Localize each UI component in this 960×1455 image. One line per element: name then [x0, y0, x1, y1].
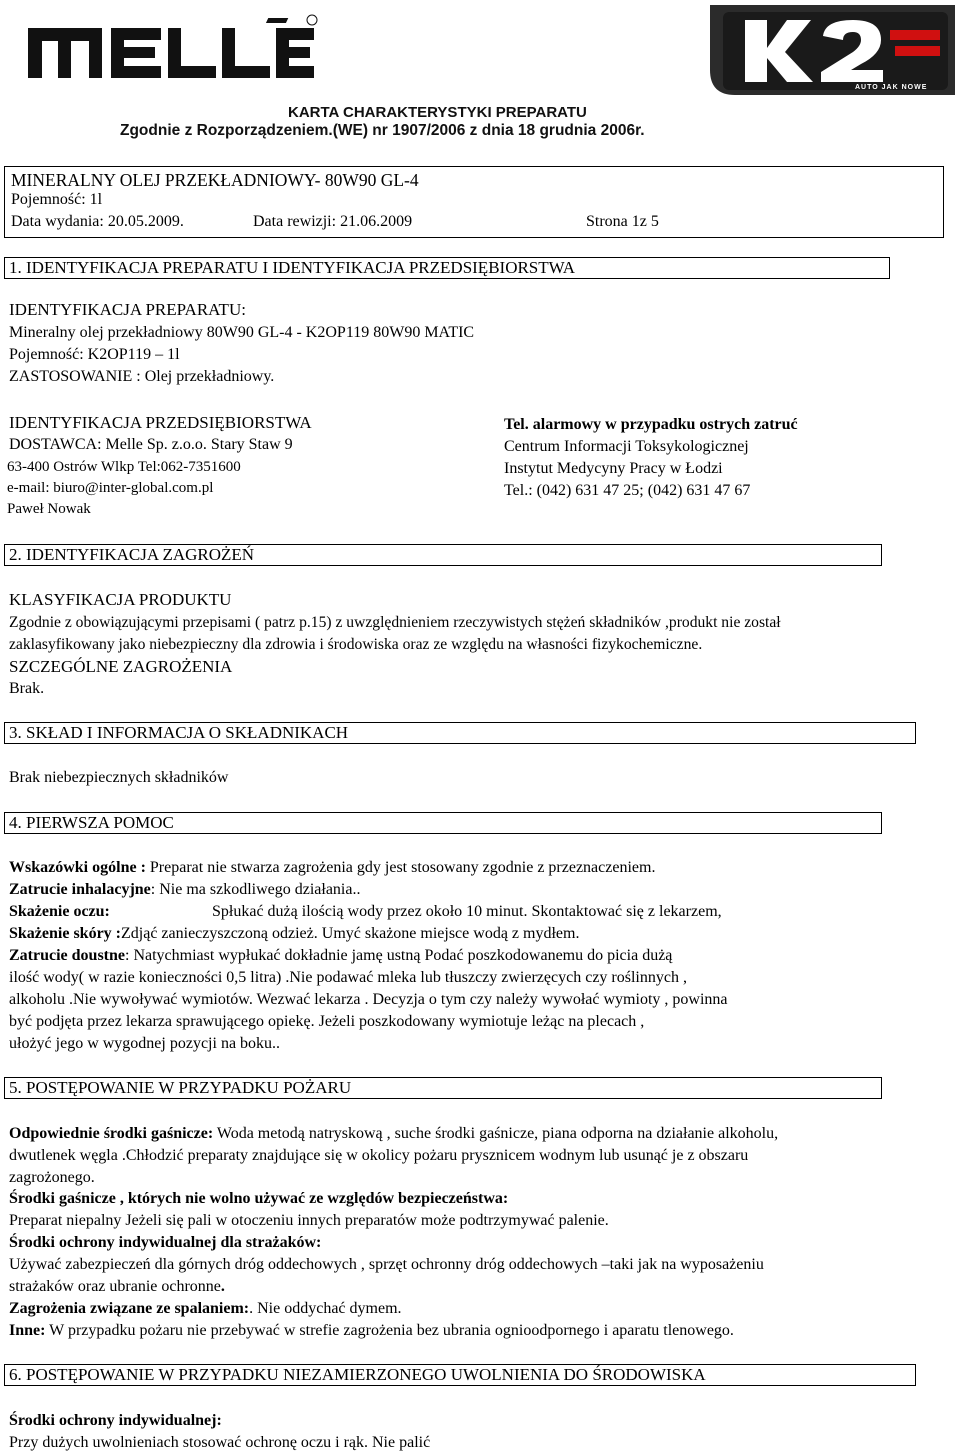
inhalation-text: : Nie ma szkodliwego działania..: [150, 881, 361, 898]
melle-logo-mark: [0, 10, 320, 85]
release-ppe-label: Środki ochrony indywidualnej:: [9, 1412, 222, 1429]
general-advice: [9, 858, 655, 878]
company-email: e-mail: biuro@inter-global.com.pl: [7, 480, 214, 496]
ingestion-line-5: ułożyć jego w wygodnej pozycji na boku..: [9, 1035, 281, 1052]
section-2-title: 2. IDENTYFIKACJA ZAGROŻEŃ: [4, 544, 882, 566]
ingestion: [9, 946, 672, 966]
sheet-title: KARTA CHARAKTERYSTYKI PREPARATU: [288, 104, 587, 121]
inhalation: [9, 880, 360, 900]
extinguishing-media-text: Woda metodą natryskową , suche środki gaśnicze, piana odporna na działanie alkoholu,: [213, 1125, 779, 1142]
prep-line-1: Mineralny olej przekładniowy 80W90 GL-4 - K2OP119 80W90 MATIC: [9, 324, 475, 341]
skin-contact: [9, 924, 579, 944]
combustion-hazards: [9, 1299, 402, 1319]
product-info-box: [4, 166, 944, 238]
ingestion-line-2: ilość wody( w razie konieczności 0,5 litra) .Nie podawać mleka lub tłuszczy zwierzęcych czy roślinnych ,: [9, 969, 687, 986]
k2-slogan: AUTO JAK NOWE: [855, 84, 928, 91]
special-hazards-heading: SZCZEGÓLNE ZAGROŻENIA: [9, 657, 233, 676]
other-fire-info: [9, 1321, 734, 1341]
skin-contact-label: Skażenie skóry :: [9, 925, 121, 942]
prep-id-heading: IDENTYFIKACJA PREPARATU:: [9, 300, 246, 319]
firefighter-ppe-line-1: Używać zabezpieczeń dla górnych dróg oddechowych , sprzęt ochronny dróg oddechowych –taki jak na wyposażeniu: [9, 1256, 764, 1273]
general-advice-label: Wskazówki ogólne :: [9, 859, 146, 876]
extinguishing-line-3: zagrożonego.: [9, 1169, 95, 1186]
emergency-phone: Tel.: (042) 631 47 25; (042) 631 47 67: [504, 482, 751, 499]
product-capacity: Pojemność: 1l: [11, 191, 103, 208]
firefighter-ppe-line-2-text: strażaków oraz ubranie ochronne: [9, 1278, 221, 1295]
emergency-line-1: Centrum Informacji Toksykologicznej: [504, 438, 749, 455]
usage-line: [9, 367, 274, 387]
section-4-title: 4. PIERWSZA POMOC: [4, 812, 882, 834]
company-line-2: 63-400 Ostrów Wlkp Tel:062-7351600: [7, 459, 241, 475]
unsuitable-media-label: Środki gaśnicze , których nie wolno używać ze względów bezpieczeństwa:: [9, 1190, 509, 1207]
contact-person: Paweł Nowak: [7, 501, 91, 517]
extinguishing-media: [9, 1124, 778, 1144]
eye-contact-label: Skażenie oczu:: [9, 903, 110, 920]
k2-logo: [705, 0, 960, 100]
section-3-title: 3. SKŁAD I INFORMACJA O SKŁADNIKACH: [4, 722, 916, 744]
other-fire-text: W przypadku pożaru nie przebywać w strefie zagrożenia bez ubrania ognioodpornego i aparatu tlenowego.: [45, 1322, 734, 1339]
company-id-heading: IDENTYFIKACJA PRZEDSIĘBIORSTWA: [9, 413, 312, 432]
unsuitable-media-text: Preparat niepalny Jeżeli się pali w otoczeniu innych preparatów może podtrzymywać palenie.: [9, 1212, 609, 1229]
inhalation-label: Zatrucie inhalacyjne: [9, 881, 151, 898]
ingestion-label: Zatrucie doustne: [9, 947, 125, 964]
other-fire-label: Inne:: [9, 1322, 46, 1339]
classification-heading: KLASYFIKACJA PRODUKTU: [9, 590, 232, 609]
classification-line-2: zaklasyfikowany jako niebezpieczny dla zdrowia i środowiska oraz ze względu na własności fizykochemiczne.: [9, 636, 703, 653]
usage-label: ZASTOSOWANIE :: [9, 368, 141, 385]
regulation-subtitle: Zgodnie z Rozporządzeniem.(WE) nr 1907/2006 z dnia 18 grudnia 2006r.: [120, 122, 645, 139]
firefighter-ppe-line-2-period: .: [220, 1278, 225, 1295]
section-1-title: 1. IDENTYFIKACJA PREPARATU I IDENTYFIKACJA PRZEDSIĘBIORSTWA: [4, 257, 890, 279]
section-5-title: 5. POSTĘPOWANIE W PRZYPADKU POŻARU: [4, 1077, 882, 1099]
revision-date: Data rewizji: 21.06.2009: [253, 213, 413, 230]
composition-text: Brak niebezpiecznych składników: [9, 769, 229, 786]
emergency-heading: Tel. alarmowy w przypadku ostrych zatruć: [504, 416, 798, 433]
firefighter-ppe-label: Środki ochrony indywidualnej dla strażaków:: [9, 1234, 322, 1251]
usage-text: Olej przekładniowy.: [140, 368, 275, 385]
ingestion-line-4: być podjęta przez lekarza sprawującego opiekę. Jeżeli poszkodowany wymiotuje leżąc na plecach ,: [9, 1013, 645, 1030]
company-line-1: DOSTAWCA: Melle Sp. z.o.o. Stary Staw 9: [9, 436, 293, 453]
combustion-hazards-text: . Nie oddychać dymem.: [249, 1300, 402, 1317]
classification-line-1: Zgodnie z obowiązującymi przepisami ( patrz p.15) z uwzględnieniem rzeczywistych stężeń składników ,produkt nie został: [9, 614, 781, 631]
skin-contact-text: Zdjąć zanieczyszczoną odzież. Umyć skażone miejsce wodą z mydłem.: [121, 925, 580, 942]
extinguishing-media-label: Odpowiednie środki gaśnicze:: [9, 1125, 214, 1142]
emergency-line-2: Instytut Medycyny Pracy w Łodzi: [504, 460, 723, 477]
section-6-title: 6. POSTĘPOWANIE W PRZYPADKU NIEZAMIERZONEGO UWOLNIENIA DO ŚRODOWISKA: [4, 1364, 916, 1386]
firefighter-ppe-line-2: [9, 1277, 225, 1297]
ingestion-line-3: alkoholu .Nie wywoływać wymiotów. Wezwać lekarza . Decyzja o tym czy należy wywołać wymioty , powinna: [9, 991, 728, 1008]
eye-contact-text: Spłukać dużą ilością wody przez około 10 minut. Skontaktować się z lekarzem,: [212, 903, 722, 920]
prep-line-2: Pojemność: K2OP119 – 1l: [9, 346, 180, 363]
ingestion-text: : Natychmiast wypłukać dokładnie jamę ustną Podać poszkodowanemu do picia dużą: [125, 947, 673, 964]
issue-date: Data wydania: 20.05.2009.: [11, 213, 184, 230]
extinguishing-line-2: dwutlenek węgla .Chłodzić preparaty znajdujące się w okolicy pożaru prysznicem wodnym lub usunąć je z obszaru: [9, 1147, 749, 1164]
release-ppe-text: Przy dużych uwolnieniach stosować ochronę oczu i rąk. Nie palić: [9, 1434, 431, 1451]
combustion-hazards-label: Zagrożenia związane ze spalaniem:: [9, 1300, 250, 1317]
special-hazards-text: Brak.: [9, 680, 45, 697]
product-name: MINERALNY OLEJ PRZEKŁADNIOWY- 80W90 GL-4: [11, 170, 419, 190]
page-number: Strona 1z 5: [586, 213, 659, 230]
general-advice-text: Preparat nie stwarza zagrożenia gdy jest stosowany zgodnie z przeznaczeniem.: [145, 859, 656, 876]
melle-logo: [0, 10, 320, 80]
